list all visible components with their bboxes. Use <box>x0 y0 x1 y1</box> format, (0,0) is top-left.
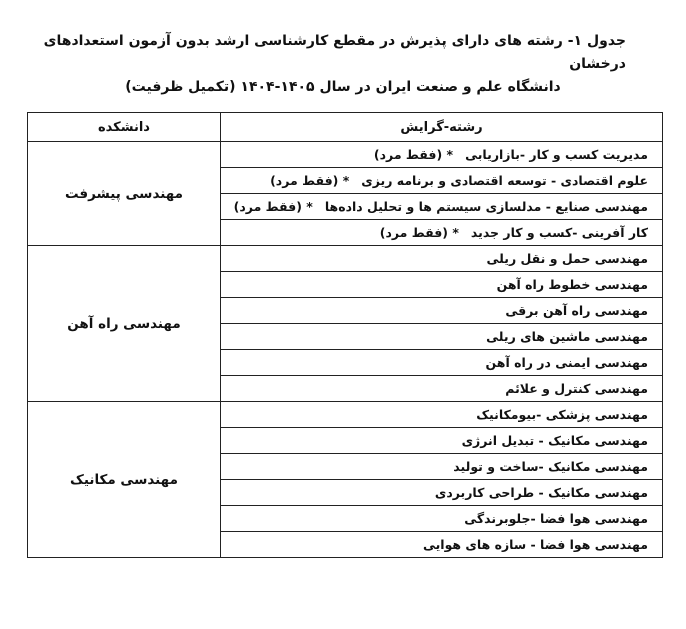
field-cell <box>221 168 663 194</box>
table-body <box>28 142 663 558</box>
table-row <box>28 142 663 168</box>
field-name: مدیریت کسب و کار -بازاریابی <box>465 147 648 162</box>
faculty-cell: مهندسی راه آهن <box>28 246 221 402</box>
field-cell <box>221 350 663 376</box>
field-name: مهندسی مکانیک -ساخت و تولید <box>453 459 648 474</box>
field-name: مهندسی حمل و نقل ریلی <box>486 251 648 266</box>
gender-note: * (فقط مرد) <box>270 173 350 188</box>
field-cell <box>221 532 663 558</box>
table-caption <box>0 30 686 99</box>
field-name: مهندسی ماشین های ریلی <box>486 329 648 344</box>
gender-note: * (فقط مرد) <box>233 199 313 214</box>
faculty-cell: مهندسی پیشرفت <box>28 142 221 246</box>
field-cell <box>221 480 663 506</box>
field-cell <box>221 428 663 454</box>
programs-table <box>27 112 663 558</box>
field-cell <box>221 246 663 272</box>
field-name: مهندسی خطوط راه آهن <box>496 277 648 292</box>
field-name: مهندسی ایمنی در راه آهن <box>485 355 648 370</box>
field-name: مهندسی مکانیک - تبدیل انرژی <box>461 433 648 448</box>
field-cell <box>221 142 663 168</box>
header-field: رشته-گرایش <box>221 113 663 142</box>
gender-note: * (فقط مرد) <box>373 147 454 162</box>
field-cell <box>221 506 663 532</box>
field-name: علوم اقتصادی - توسعه اقتصادی و برنامه ریزی <box>361 173 648 188</box>
field-name: مهندسی صنایع - مدلسازی سیستم ها و تحلیل داده‌ها <box>324 199 648 214</box>
field-name: مهندسی راه آهن برقی <box>505 303 648 318</box>
field-name: مهندسی پزشکی -بیومکانیک <box>476 407 648 422</box>
table-row <box>28 402 663 428</box>
field-name: مهندسی هوا فضا -جلوبرندگی <box>464 511 648 526</box>
field-cell <box>221 402 663 428</box>
field-name: مهندسی مکانیک - طراحی کاربردی <box>434 485 648 500</box>
field-name: کار آفرینی -کسب و کار جدید <box>470 225 648 240</box>
caption-line-1: جدول ۱- رشته های دارای پذیرش در مقطع کارشناسی ارشد بدون آزمون استعدادهای درخشان <box>43 33 626 72</box>
faculty-cell: مهندسی مکانیک <box>28 402 221 558</box>
field-cell <box>221 298 663 324</box>
field-cell <box>221 220 663 246</box>
field-name: مهندسی هوا فضا - سازه های هوایی <box>422 537 648 552</box>
gender-note: * (فقط مرد) <box>379 225 459 240</box>
field-cell <box>221 454 663 480</box>
field-cell <box>221 376 663 402</box>
field-cell <box>221 194 663 220</box>
header-faculty: دانشکده <box>28 113 221 142</box>
table-header-row <box>28 113 663 142</box>
table-row <box>28 246 663 272</box>
field-cell <box>221 324 663 350</box>
field-name: مهندسی کنترل و علائم <box>505 381 648 396</box>
caption-line-2: دانشگاه علم و صنعت ایران در سال ۱۴۰۵-۱۴۰۴ (تکمیل ظرفیت) <box>125 79 561 95</box>
field-cell <box>221 272 663 298</box>
